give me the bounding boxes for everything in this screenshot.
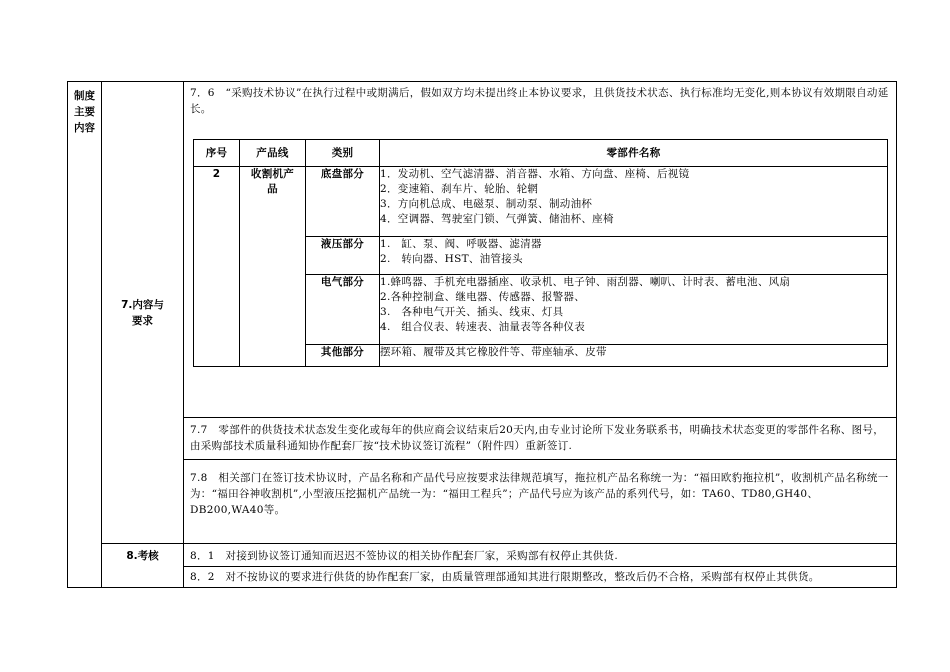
header-product-line: 产品线 [240,140,306,167]
header-category: 类别 [306,140,380,167]
left-label-line-3: 内容 [74,122,95,134]
parts-table [193,139,888,367]
paragraph-7-7: 7.7 零部件的供货技术状态发生变化或每年的供应商会议结束后20天内,由专业讨论所下发业务联系书，明确技术状态变更的零部件名称、图号，由采购部技术质量科通知协作配套厂按“技术协议签订流程”（附件四）重新签订. [190,424,884,452]
paragraph-8-1: 8．1 对接到协议签订通知而迟迟不签协议的相关协作配套厂家，采购部有权停止其供货. [184,544,896,567]
left-label-line-1: 制度 [74,90,95,102]
left-label-line-2: 主要 [74,106,95,118]
category-other: 其他部分 [306,345,380,367]
paragraph-8-2: 8．2 对不按协议的要求进行供货的协作配套厂家，由质量管理部通知其进行限期整改，整改后仍不合格，采购部有权停止其供货。 [190,571,820,583]
header-seq: 序号 [194,140,240,167]
product-line-cell: 收割机产品 [240,167,306,367]
document-table [67,81,897,588]
paragraph-7-6: 7．6 “采购技术协议”在执行过程中或期满后，假如双方均未提出终止本协议要求，且供货技术状态、执行标准均无变化,则本协议有效期限自动延长。 [190,87,889,115]
header-parts-name: 零部件名称 [380,140,888,167]
section-7-6-cell [184,82,897,418]
section-8-cell [184,544,897,588]
left-section-label [68,82,102,588]
category-chassis: 底盘部分 [306,167,380,237]
parts-hydraulic: 1. 缸、泵、阀、呼吸器、滤清器 2. 转向器、HST、油管接头 [380,237,888,275]
category-hydraulic: 液压部分 [306,237,380,275]
category-electrical: 电气部分 [306,275,380,345]
section-7-label: 7.内容与 要求 [102,82,184,544]
parts-electrical: 1.蜂鸣器、手机充电器插座、收录机、电子钟、雨刮器、喇叭、计时表、蓄电池、风扇 2.各种控制盒、继电器、传感器、报警器、 3. 各种电气开关、插头、线束、灯具 4. 组合仪表、转速表、油量表等各种仪表 [380,275,888,345]
section-8-label: 8.考核 [102,544,184,588]
section-7-8-cell [184,460,897,544]
parts-other: 摆环箱、履带及其它橡胶件等、带座轴承、皮带 [380,345,888,367]
parts-chassis: 1．发动机、空气滤清器、消音器、水箱、方向盘、座椅、后视镜 2．变速箱、刹车片、轮胎、轮辋 3．方向机总成、电磁泵、制动泵、制动油杯 4．空调器、驾驶室门锁、气弹簧、储油杯、座椅 [380,167,888,237]
paragraph-7-8: 7.8 相关部门在签订技术协议时，产品名称和产品代号应按要求法律规范填写，拖拉机产品名称统一为：“福田欧豹拖拉机”，收割机产品名称统一为：“福田谷神收割机”,小型液压挖掘机产品统一为：“福田工程兵”；产品代号应为该产品的系列代号，如：TA60、TD80,GH40、DB200,WA40等。 [190,472,889,516]
seq-cell: 2 [194,167,240,367]
section-7-7-cell [184,418,897,460]
